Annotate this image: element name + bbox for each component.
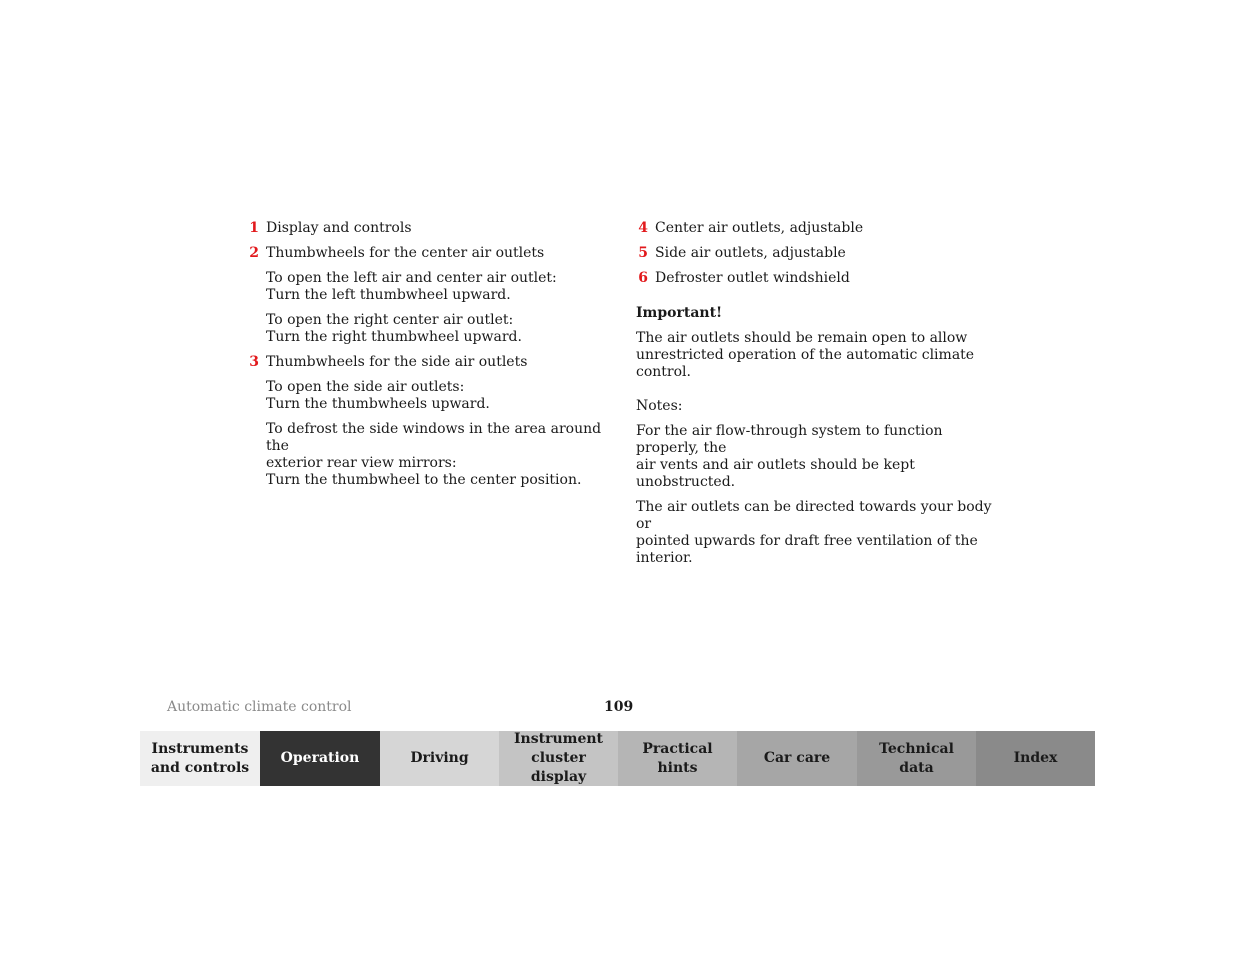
tab-label: Instrument: [514, 731, 603, 747]
paragraph-line: pointed upwards for draft free ventilation of the interior.: [636, 533, 978, 566]
item-label: Thumbwheels for the side air outlets: [266, 354, 528, 370]
item-number: 1: [249, 220, 259, 236]
instruction-line: To defrost the side windows in the area around the: [266, 421, 602, 454]
item-number: 6: [638, 270, 648, 286]
paragraph-line: unrestricted operation of the automatic climate control.: [636, 347, 975, 380]
instruction-right-center-outlet: [247, 312, 607, 346]
instruction-line: Turn the thumbwheels upward.: [266, 396, 490, 412]
tab-label: and controls: [150, 759, 250, 776]
tab-label: Driving: [410, 750, 469, 766]
item-label: Defroster outlet windshield: [655, 270, 850, 286]
tab-label: cluster display: [530, 750, 587, 785]
tab-practical-hints[interactable]: [618, 731, 737, 786]
paragraph-line: The air outlets should be remain open to allow: [636, 330, 968, 346]
item-label: Thumbwheels for the center air outlets: [266, 245, 545, 261]
tab-car-care[interactable]: [737, 731, 857, 786]
list-item-4: [636, 220, 1006, 237]
item-label: Display and controls: [266, 220, 412, 236]
item-number: 4: [638, 220, 648, 236]
list-item-6: [636, 270, 1006, 287]
notes-label: Notes:: [636, 398, 683, 414]
tab-label: Practical hints: [642, 740, 713, 776]
tab-label: Operation: [280, 750, 360, 766]
paragraph-line: air vents and air outlets should be kept unobstructed.: [636, 457, 915, 490]
note-airflow: [636, 423, 1006, 491]
paragraph-line: For the air flow-through system to function properly, the: [636, 423, 943, 456]
instruction-line: To open the right center air outlet:: [266, 312, 514, 328]
item-number: 2: [249, 245, 259, 261]
item-number: 5: [638, 245, 648, 261]
list-item-3: [247, 354, 607, 371]
important-text: [636, 330, 1006, 381]
item-label: Side air outlets, adjustable: [655, 245, 846, 261]
tab-label: data: [899, 759, 934, 776]
page-number: 109: [604, 699, 634, 715]
left-column: [247, 220, 607, 497]
tab-operation[interactable]: [260, 731, 380, 786]
instruction-line: exterior rear view mirrors:: [266, 455, 457, 471]
section-title: Automatic climate control: [167, 699, 352, 715]
tab-label: Car care: [763, 750, 831, 766]
tab-label: Index: [1013, 750, 1058, 766]
paragraph-line: The air outlets can be directed towards your body or: [636, 499, 992, 532]
list-item-5: [636, 245, 1006, 262]
instruction-side-outlets: [247, 379, 607, 413]
important-heading: Important!: [636, 305, 723, 321]
tab-label: Technical: [879, 740, 954, 757]
list-item-2: [247, 245, 607, 262]
note-direction: [636, 499, 1006, 567]
chapter-navigation: [140, 731, 1095, 786]
item-number: 3: [249, 354, 259, 370]
tab-driving[interactable]: [380, 731, 499, 786]
right-column: [636, 220, 1006, 575]
instruction-line: To open the side air outlets:: [266, 379, 465, 395]
instruction-line: To open the left air and center air outlet:: [266, 270, 557, 286]
instruction-line: Turn the thumbwheel to the center position.: [266, 472, 582, 488]
instruction-line: Turn the left thumbwheel upward.: [266, 287, 511, 303]
tab-technical-data[interactable]: [857, 731, 976, 786]
item-label: Center air outlets, adjustable: [655, 220, 864, 236]
tab-index[interactable]: [976, 731, 1095, 786]
tab-instruments-and-controls[interactable]: [140, 731, 260, 786]
instruction-line: Turn the right thumbwheel upward.: [266, 329, 522, 345]
instruction-defrost-side-windows: [247, 421, 607, 489]
instruction-left-center-outlet: [247, 270, 607, 304]
list-item-1: [247, 220, 607, 237]
tab-label: Instruments: [151, 740, 249, 757]
tab-instrument-cluster-display[interactable]: [499, 731, 618, 786]
